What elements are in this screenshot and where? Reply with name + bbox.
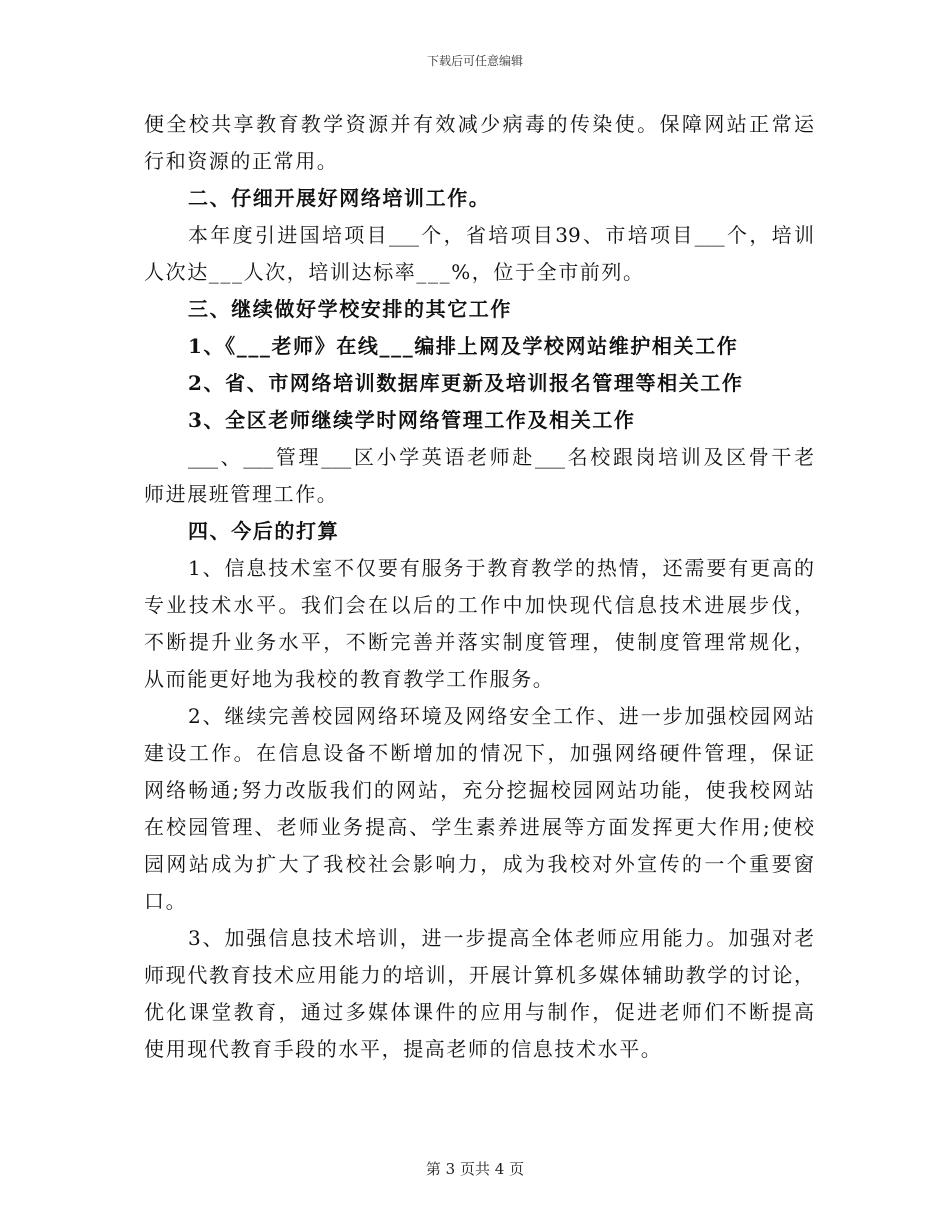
body-line: 建设工作。在信息设备不断增加的情况下，加强网络硬件管理，保证 [144, 741, 814, 765]
subheading-item-1: 1、《___老师》在线___编排上网及学校网站维护相关工作 [188, 334, 739, 358]
body-line: 师现代教育技术应用能力的培训，开展计算机多媒体辅助教学的讨论， [144, 963, 814, 987]
page-header-note: 下载后可任意编辑 [426, 54, 523, 68]
document-body [144, 106, 814, 1068]
body-line: 优化课堂教育，通过多媒体课件的应用与制作，促进老师们不断提高 [144, 1000, 814, 1024]
body-line: 使用现代教育手段的水平，提高老师的信息技术水平。 [144, 1037, 663, 1061]
body-line: 师进展班管理工作。 [144, 482, 339, 506]
body-line: 人次达___人次，培训达标率___%，位于全市前列。 [144, 260, 645, 284]
body-line: 3、加强信息技术培训，进一步提高全体老师应用能力。加强对老 [188, 926, 814, 950]
body-line: 行和资源的正常用。 [144, 149, 339, 173]
body-line: ___、___管理___区小学英语老师赴___名校跟岗培训及区骨干老 [188, 445, 814, 469]
body-line: 专业技术水平。我们会在以后的工作中加快现代信息技术进展步伐， [144, 593, 814, 617]
section-heading-2: 二、仔细开展好网络培训工作。 [188, 186, 491, 210]
body-line: 便全校共享教育教学资源并有效减少病毒的传染使。保障网站正常运 [144, 112, 814, 136]
page-number-footer: 第 3 页共 4 页 [425, 1160, 525, 1178]
body-line: 不断提升业务水平，不断完善并落实制度管理，使制度管理常规化， [144, 630, 814, 654]
body-line: 从而能更好地为我校的教育教学工作服务。 [144, 667, 555, 691]
body-line: 网络畅通;努力改版我们的网站，充分挖掘校园网站功能，使我校网站 [144, 778, 814, 802]
body-line: 园网站成为扩大了我校社会影响力，成为我校对外宣传的一个重要窗 [144, 852, 814, 876]
section-heading-3: 三、继续做好学校安排的其它工作 [188, 297, 512, 321]
subheading-item-2: 2、省、市网络培训数据库更新及培训报名管理等相关工作 [188, 371, 744, 395]
body-line: 在校园管理、老师业务提高、学生素养进展等方面发挥更大作用;使校 [144, 815, 814, 839]
subheading-item-3: 3、全区老师继续学时网络管理工作及相关工作 [188, 408, 636, 432]
body-line: 本年度引进国培项目___个，省培项目39、市培项目___个，培训 [188, 223, 814, 247]
body-line: 口。 [144, 889, 188, 913]
body-line: 2、继续完善校园网络环境及网络安全工作、进一步加强校园网站 [188, 704, 814, 728]
section-heading-4: 四、今后的打算 [188, 519, 340, 543]
body-line: 1、信息技术室不仅要有服务于教育教学的热情，还需要有更高的 [188, 556, 814, 580]
